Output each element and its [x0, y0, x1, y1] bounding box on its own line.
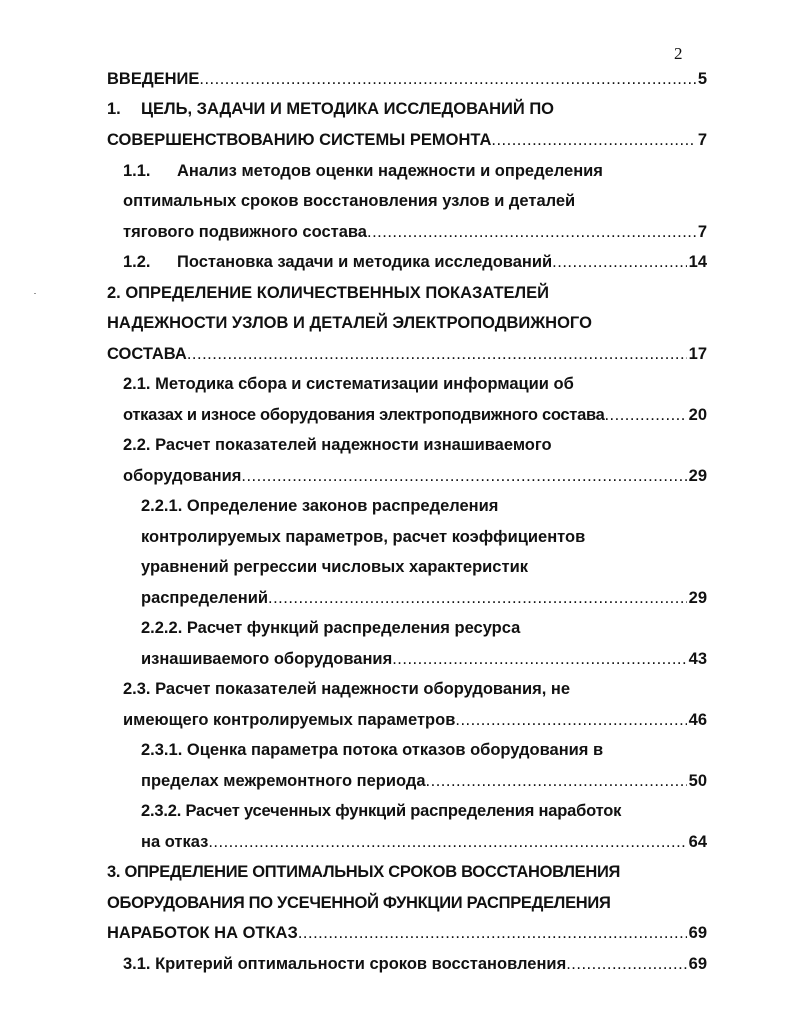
- toc-entry-page: 29: [688, 467, 707, 485]
- toc-entry-title: на отказ: [141, 833, 209, 851]
- toc-entry-title: НАДЕЖНОСТИ УЗЛОВ И ДЕТАЛЕЙ ЭЛЕКТРОПОДВИЖНОГО: [107, 314, 592, 332]
- toc-entry: [123, 247, 707, 277]
- toc-entry-title: 2.3.1. Оценка параметра потока отказов оборудования в: [141, 741, 604, 759]
- toc-entry-page: 69: [688, 955, 707, 973]
- toc-entry: [141, 827, 707, 857]
- toc-entry-title: 2.2. Расчет показателей надежности изнашиваемого: [123, 436, 552, 454]
- toc-entry: [123, 949, 707, 979]
- toc-entry-page: 50: [688, 772, 707, 790]
- toc-leader-dots: [298, 918, 687, 948]
- toc-entry-title: ЦЕЛЬ, ЗАДАЧИ И МЕТОДИКА ИССЛЕДОВАНИЙ ПО: [141, 100, 555, 118]
- toc-entry: [107, 918, 707, 948]
- toc-entry-title: отказах и износе оборудования электроподвижного состава: [123, 406, 605, 424]
- toc-entry-title: СОВЕРШЕНСТВОВАНИЮ СИСТЕМЫ РЕМОНТА: [107, 131, 492, 149]
- toc-entry-title: 2.2.2. Расчет функций распределения ресурса: [141, 619, 521, 637]
- toc-entry-page: 20: [688, 406, 707, 424]
- toc-entry-page: 17: [688, 345, 707, 363]
- toc-entry-title: оптимальных сроков восстановления узлов и деталей: [123, 192, 576, 210]
- toc-entry-title: изнашиваемого оборудования: [141, 650, 393, 668]
- toc-entry: [107, 308, 707, 338]
- toc-entry-title: 3. ОПРЕДЕЛЕНИЕ ОПТИМАЛЬНЫХ СРОКОВ ВОССТАНОВЛЕНИЯ: [107, 863, 621, 881]
- toc-entry-title: 3.1. Критерий оптимальности сроков восстановления: [123, 955, 567, 973]
- toc-entry: [107, 278, 707, 308]
- page-number: 2: [674, 44, 683, 63]
- toc-entry: [123, 705, 707, 735]
- toc-entry-title: ВВЕДЕНИЕ: [107, 70, 200, 88]
- toc-entry-title: 2. ОПРЕДЕЛЕНИЕ КОЛИЧЕСТВЕННЫХ ПОКАЗАТЕЛЕЙ: [107, 284, 550, 302]
- toc-leader-dots: [491, 125, 695, 155]
- toc-entry-number: 1.2.: [123, 253, 151, 271]
- toc-entry-title: пределах межремонтного периода: [141, 772, 426, 790]
- toc-entry-title: 2.3.2. Расчет усеченных функций распределения наработок: [141, 802, 622, 820]
- toc-entry-number: 1.1.: [123, 162, 151, 180]
- toc-leader-dots: [455, 705, 686, 735]
- toc-entry-page: 5: [697, 70, 707, 88]
- toc-entry-page: 69: [688, 924, 707, 942]
- toc-entry: [107, 94, 707, 124]
- toc-leader-dots: [604, 400, 686, 430]
- toc-entry-title: 2.3. Расчет показателей надежности оборудования, не: [123, 680, 571, 698]
- toc-entry: [141, 491, 707, 521]
- toc-entry-number: 1.: [107, 100, 121, 118]
- toc-leader-dots: [187, 339, 687, 369]
- toc-leader-dots: [208, 827, 686, 857]
- toc-entry-page: 43: [688, 650, 707, 668]
- toc-entry-page: 46: [688, 711, 707, 729]
- toc-entry-page: 29: [688, 589, 707, 607]
- toc-entry-title: оборудования: [123, 467, 242, 485]
- toc-entry-page: 64: [688, 833, 707, 851]
- toc-entry: [141, 735, 707, 765]
- toc-entry-title: имеющего контролируемых параметров: [123, 711, 456, 729]
- toc-entry-page: 7: [697, 223, 707, 241]
- toc-entry: [141, 796, 707, 826]
- toc-leader-dots: [392, 644, 686, 674]
- toc-entry: [123, 430, 707, 460]
- toc-entry-title: НАРАБОТОК НА ОТКАЗ: [107, 924, 298, 942]
- toc-leader-dots: [426, 766, 687, 796]
- toc-leader-dots: [552, 247, 686, 277]
- toc-entry-title: ОБОРУДОВАНИЯ ПО УСЕЧЕННОЙ ФУНКЦИИ РАСПРЕДЕЛЕНИЯ: [107, 894, 611, 912]
- toc-entry-title: контролируемых параметров, расчет коэффициентов: [141, 528, 586, 546]
- toc-entry: [141, 766, 707, 796]
- toc-entry-title: уравнений регрессии числовых характеристик: [141, 558, 528, 576]
- toc-entry: [107, 339, 707, 369]
- toc-entry: [107, 888, 707, 918]
- toc-entry: [141, 583, 707, 613]
- toc-entry-title: 2.2.1. Определение законов распределения: [141, 497, 499, 515]
- toc-entry: [123, 674, 707, 704]
- toc-entry: [123, 461, 707, 491]
- toc-entry-title: Анализ методов оценки надежности и определения: [177, 162, 603, 180]
- toc-leader-dots: [268, 583, 687, 613]
- toc-entry: [123, 369, 707, 399]
- toc-leader-dots: [241, 461, 686, 491]
- toc-entry: [141, 613, 707, 643]
- toc-leader-dots: [566, 949, 686, 979]
- toc-entry-page: 7: [697, 131, 707, 149]
- toc-entry: [141, 644, 707, 674]
- toc-entry-title: распределений: [141, 589, 268, 607]
- toc-entry-title: тягового подвижного состава: [123, 223, 367, 241]
- toc-entry: [141, 522, 707, 552]
- toc-leader-dots: [199, 64, 695, 94]
- scan-speck: [34, 293, 36, 294]
- toc-entry: [107, 125, 707, 155]
- toc-entry-title: Постановка задачи и методика исследований: [177, 253, 553, 271]
- toc-entry: [107, 64, 707, 94]
- toc-entry: [123, 186, 707, 216]
- toc-entry: [123, 156, 707, 186]
- toc-entry-page: 14: [688, 253, 707, 271]
- toc-entry: [107, 857, 707, 887]
- toc-entry-title: СОСТАВА: [107, 345, 187, 363]
- toc-leader-dots: [367, 217, 696, 247]
- toc-entry: [141, 552, 707, 582]
- toc-entry: [123, 400, 707, 430]
- toc-entry-title: 2.1. Методика сбора и систематизации информации об: [123, 375, 574, 393]
- toc-entry: [123, 217, 707, 247]
